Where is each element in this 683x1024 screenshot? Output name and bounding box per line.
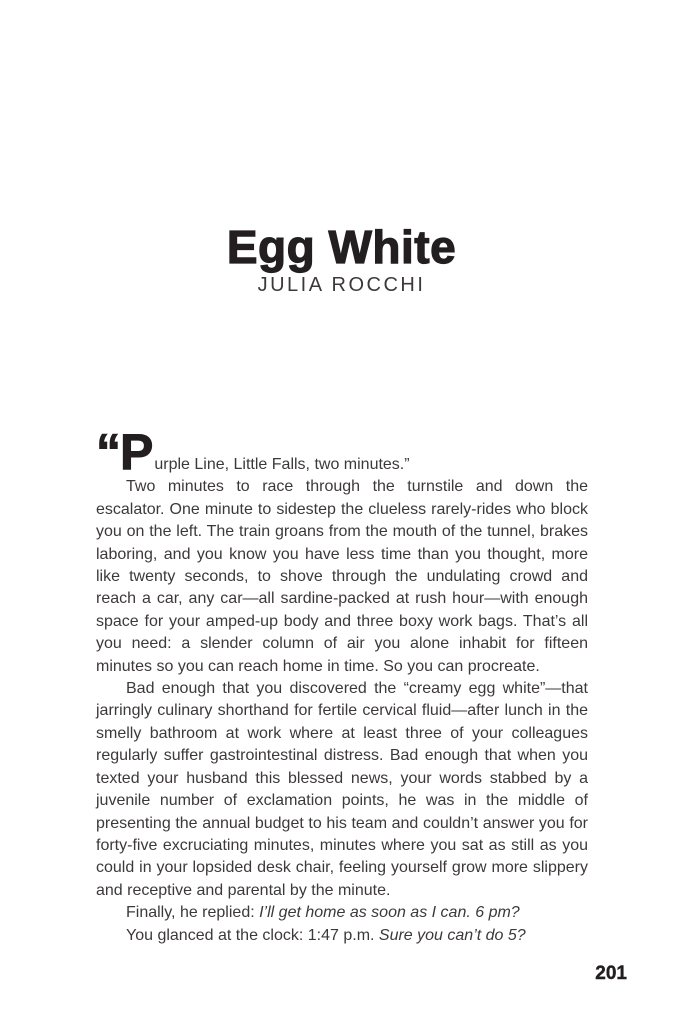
drop-cap-letter: P xyxy=(120,424,153,480)
drop-cap-quote: “ xyxy=(96,424,120,480)
story-paragraph: Bad enough that you discovered the “creamy egg white”—that jarringly culinary shorthand for fertile cervical fluid—after lunch in the smelly bathroom at work where at least three of your colleagues regularly suffer gastrointestinal distress. Bad enough that when you texted your husband this blessed news, your words stabbed by a juvenile number of exclamation points, he was in the middle of presenting the annual budget to his team and couldn’t answer you for forty-five excruciating minutes, minutes where you sat as still as you could in your lopsided desk chair, feeling yourself grow more slippery and receptive and parental by the minute. xyxy=(96,680,588,899)
dialogue-lead: You glanced at the clock: 1:47 p.m. xyxy=(126,926,379,944)
story-paragraph: Two minutes to race through the turnstile and down the escalator. One minute to sidestep the clueless rarely-rides who block you on the left. The train groans from the mouth of the tunnel, brakes laboring, and you know you have less time than you thought, more like twenty seconds, to shove through the undulating crowd and reach a car, any car—all sardine-packed at rush hour—with enough space for your amped-up body and three boxy work bags. That’s all you need: a slender column of air you alone inhabit for fifteen minutes so you can reach home in time. So you can procreate. xyxy=(96,478,588,675)
opening-text: urple Line, Little Falls, two minutes.” xyxy=(154,456,410,473)
opening-paragraph xyxy=(96,424,588,480)
dialogue-line xyxy=(96,902,588,924)
page-number: 201 xyxy=(595,963,627,984)
dialogue-italic: Sure you can’t do 5? xyxy=(378,926,526,944)
story-title: Egg White xyxy=(226,221,457,273)
story-author: JULIA ROCCHI xyxy=(257,274,426,296)
story-body xyxy=(96,424,588,947)
dialogue-line xyxy=(96,925,588,947)
dialogue-lead: Finally, he replied: xyxy=(126,904,260,922)
dialogue-italic: I’ll get home as soon as I can. 6 pm? xyxy=(259,904,520,922)
drop-cap xyxy=(96,424,152,480)
